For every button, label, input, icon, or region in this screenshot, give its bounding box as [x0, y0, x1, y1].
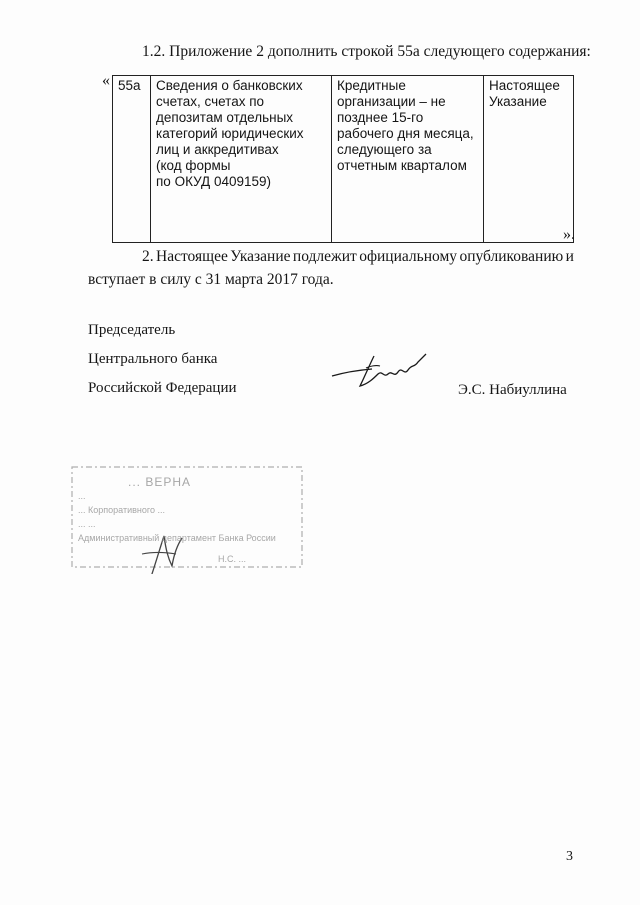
paragraph-2-word: 2.	[142, 248, 154, 265]
paragraph-2-word: Настоящее	[156, 248, 228, 265]
stamp-line: ... ...	[78, 519, 96, 529]
paragraph-2-word: и	[565, 248, 574, 265]
signatory-name: Э.С. Набиуллина	[458, 382, 567, 398]
row-number-cell: 55а	[113, 76, 151, 243]
insert-table	[112, 75, 574, 243]
signatory-title-line-1: Председатель	[88, 322, 176, 338]
table-row	[113, 76, 574, 243]
page-number: 3	[566, 849, 573, 864]
paragraph-2-word: Указание	[230, 248, 291, 265]
stamp-line: ... Корпоративного ...	[78, 505, 165, 515]
paragraph-1: 1.2. Приложение 2 дополнить строкой 55а следующего содержания:	[142, 43, 591, 60]
stamp-line: ... ВЕРНА	[128, 475, 192, 489]
paragraph-2-continued: вступает в силу с 31 марта 2017 года.	[88, 271, 334, 288]
stamp-line: Н.С. ...	[218, 554, 247, 564]
signatory-title-line-2: Центрального банка	[88, 351, 218, 367]
description-cell: Сведения о банковских счетах, счетах по депозитам отдельных категорий юридических лиц и аккредитивах (код формы по ОКУД 0409159)	[151, 76, 332, 243]
stamp-line: Административный департамент Банка России	[78, 533, 276, 543]
handwritten-signature	[330, 348, 430, 396]
stamp-line: ...	[78, 491, 86, 501]
paragraph-2-word: официальному	[359, 248, 458, 265]
certification-stamp	[68, 462, 308, 574]
signatory-title-line-3: Российской Федерации	[88, 380, 237, 396]
paragraph-2-word: подлежит	[292, 248, 357, 265]
paragraph-2	[142, 248, 574, 266]
quote-close: ».	[563, 226, 575, 243]
basis-cell: Настоящее Указание	[484, 76, 574, 243]
paragraph-2-word: опубликованию	[459, 248, 564, 265]
submitter-cell: Кредитные организации – не позднее 15-го рабочего дня месяца, следующего за отчетным кварталом	[332, 76, 484, 243]
quote-open: «	[102, 72, 110, 89]
